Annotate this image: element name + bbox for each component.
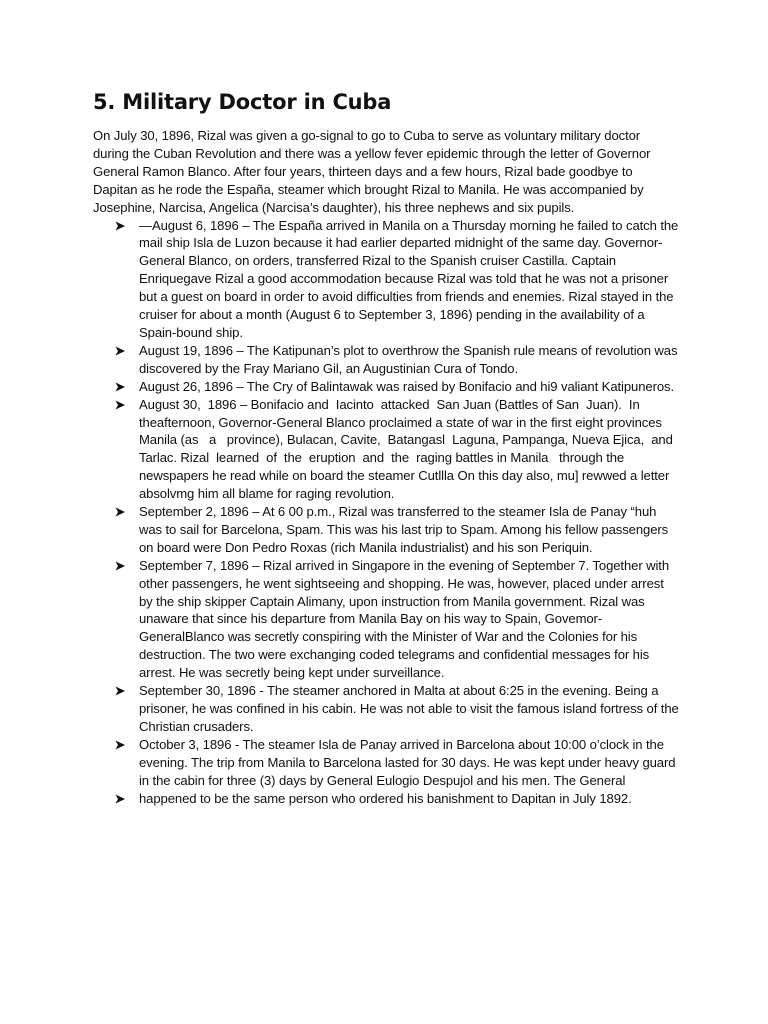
bullet-text: September 30, 1896 - The steamer anchored in Malta at about 6:25 in the evening. Being a prisoner, he was confined in his cabin. He was not able to visit the famous island fortress of the Christian crusaders. xyxy=(139,683,679,734)
bullet-text: August 26, 1896 – The Cry of Balintawak was raised by Bonifacio and hi9 valiant Katipuneros. xyxy=(139,378,675,394)
list-item xyxy=(93,790,679,808)
list-item xyxy=(93,396,679,503)
bullet-text: happened to be the same person who ordered his banishment to Dapitan in July 1892. xyxy=(139,790,632,806)
bullet-text: October 3, 1896 - The steamer Isla de Panay arrived in Barcelona about 10:00 o’clock in the evening. The trip from Manila to Barcelona lasted for 30 days. He was kept under heavy guard in the cabin for three (3) days by General Eulogio Despujol and his men. The General xyxy=(139,736,676,788)
document-page xyxy=(93,88,679,807)
arrow-bullet-icon xyxy=(115,557,129,575)
arrow-bullet-icon xyxy=(115,682,129,700)
bullet-text: September 7, 1896 – Rizal arrived in Singapore in the evening of September 7. Together with other passengers, he went sightseeing and shopping. He was, however, placed under arrest by the ship skipper Captain Alimany, upon instruction from Manila government. Rizal was unaware that since his departure from Manila Bay on his way to Spain, Govemor-GeneralBlanco was secretly conspiring with the Minister of War and the Colonies for his destruction. The two were exchanging coded telegrams and confidential messages for his arrest. He was secretly being kept under surveillance. xyxy=(139,557,670,681)
list-item xyxy=(93,217,679,342)
list-item xyxy=(93,342,679,378)
intro-paragraph: On July 30, 1896, Rizal was given a go-signal to go to Cuba to serve as voluntary military doctor during the Cuban Revolution and there was a yellow fever epidemic through the letter of Governor General Ramon Blanco. After four years, thirteen days and a few hours, Rizal bade goodbye to Dapitan as he rode the España, steamer which brought Rizal to Manila. He was accompanied by Josephine, Narcisa, Angelica (Narcisa’s daughter), his three nephews and six pupils. xyxy=(93,128,651,215)
bullet-text: August 30, 1896 – Bonifacio and Iacinto attacked San Juan (Battles of San Juan). In theafternoon, Governor-General Blanco proclaimed a state of war in the first eight provinces Manila (as a province), Bulacan, Cavite, Batangasl Laguna, Pampanga, Nueva Ejica, and Tarlac. Rizal learned of the eruption and the raging battles in Manila through the newspapers he read while on board the steamer Cutllla On this day also, mu] rewwed a letter absolvmg him all blame for raging revolution. xyxy=(139,396,677,502)
arrow-bullet-icon xyxy=(115,217,129,235)
arrow-bullet-icon xyxy=(115,342,129,360)
arrow-bullet-icon xyxy=(115,503,129,521)
list-item xyxy=(93,557,679,682)
list-item xyxy=(93,736,679,790)
bullet-list xyxy=(93,217,679,808)
arrow-bullet-icon xyxy=(115,396,129,414)
list-item xyxy=(93,682,679,736)
arrow-bullet-icon xyxy=(115,378,129,396)
bullet-text: —August 6, 1896 – The España arrived in Manila on a Thursday morning he failed to catch the mail ship Isla de Luzon because it had earlier departed midnight of the same day. Governor- General Blanco, on orders, transferred Rizal to the Spanish cruiser Castilla. Captain Enriquegave Rizal a good accommodation because Rizal was told that he was not a prisoner but a guest on board in order to avoid difficulties from friends and enemies. Rizal stayed in the cruiser for about a month (August 6 to September 3, 1896) pending in the availability of a Spain-bound ship. xyxy=(139,217,679,340)
list-item xyxy=(93,503,679,557)
arrow-bullet-icon xyxy=(115,736,129,754)
bullet-text: August 19, 1896 – The Katipunan’s plot to overthrow the Spanish rule means of revolution was discovered by the Fray Mariano Gil, an Augustinian Cura of Tondo. xyxy=(139,342,678,376)
page-title: 5. Military Doctor in Cuba xyxy=(93,90,392,114)
bullet-text: September 2, 1896 – At 6 00 p.m., Rizal was transferred to the steamer Isla de Panay “huh was to sail for Barcelona, Spam. This was his last trip to Spam. Among his fellow passengers on board were Don Pedro Roxas (rich Manila industrialist) and his son Periquin. xyxy=(139,504,669,555)
list-item xyxy=(93,378,679,396)
arrow-bullet-icon xyxy=(115,790,129,808)
